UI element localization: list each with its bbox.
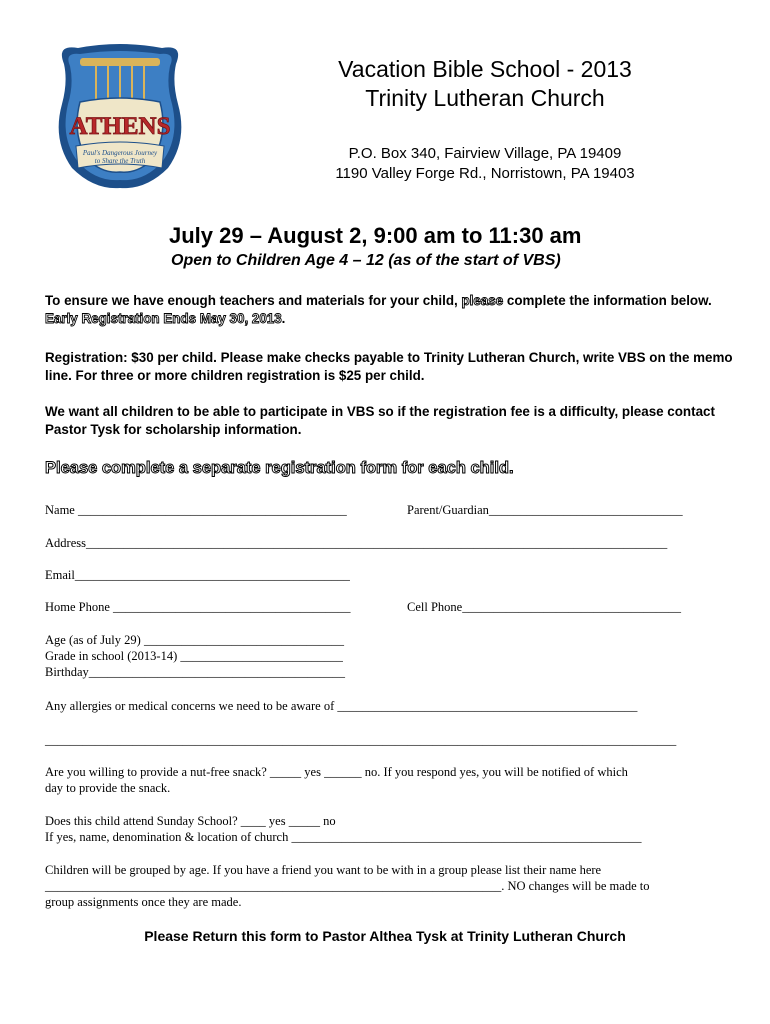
friend-grouping-text: Children will be grouped by age. If you have a friend you want to be with in a group please list their name here — [45, 863, 602, 877]
early-registration-deadline: Early Registration Ends May 30, 2013 — [45, 311, 282, 326]
address-line-2: 1190 Valley Forge Rd., Norristown, PA 19403 — [335, 165, 635, 182]
nut-free-question[interactable]: Are you willing to provide a nut-free snack? _____ yes ______ no. If you respond yes, you will be notified of which — [45, 765, 628, 779]
cell-phone-field[interactable]: Cell Phone___________________________________ — [407, 600, 681, 614]
event-dates: July 29 – August 2, 9:00 am to 11:30 am — [169, 223, 582, 248]
name-field[interactable]: Name ___________________________________________ — [45, 503, 347, 517]
address-field[interactable]: Address_____________________________________________________________________________________________ — [45, 536, 668, 550]
parent-guardian-field[interactable]: Parent/Guardian_______________________________ — [407, 503, 683, 517]
allergies-continuation-line[interactable]: _____________________________________________________________________________________________________ — [45, 733, 677, 747]
logo-wordmark: ATHENS — [69, 113, 171, 140]
age-field[interactable]: Age (as of July 29) ________________________________ — [45, 633, 344, 647]
athens-lyre-logo — [50, 42, 190, 190]
allergies-field[interactable]: Any allergies or medical concerns we need to be aware of ________________________________________________ — [45, 699, 638, 713]
address-line-1: P.O. Box 340, Fairview Village, PA 19409 — [348, 145, 622, 162]
friend-name-field[interactable]: _________________________________________________________________________. NO changes will be made to — [45, 879, 650, 893]
sunday-school-question[interactable]: Does this child attend Sunday School? ____ yes _____ no — [45, 814, 336, 828]
scholarship-paragraph: We want all children to be able to participate in VBS so if the registration fee is a difficulty, please contact Pastor Tysk for scholarship information. — [45, 404, 715, 437]
registration-fee-paragraph: Registration: $30 per child. Please make checks payable to Trinity Lutheran Church, write VBS on the memo line. For three or more children registration is $25 per child. — [45, 350, 733, 383]
email-field[interactable]: Email____________________________________________ — [45, 568, 350, 582]
separate-form-heading: Please complete a separate registration form for each child. — [45, 459, 514, 477]
return-instructions: Please Return this form to Pastor Althea Tysk at Trinity Lutheran Church — [144, 928, 626, 944]
title-line-1: Vacation Bible School - 2013 — [338, 56, 632, 82]
logo-tagline-2: to Share the Truth — [94, 157, 146, 165]
home-phone-field[interactable]: Home Phone ______________________________________ — [45, 600, 351, 614]
nut-free-note: day to provide the snack. — [45, 781, 171, 795]
logo-tagline-1: Paul's Dangerous Journey — [82, 149, 158, 157]
grade-field[interactable]: Grade in school (2013-14) __________________________ — [45, 649, 343, 663]
title-line-2: Trinity Lutheran Church — [365, 85, 605, 111]
please-emphasis: please — [461, 293, 504, 308]
birthday-field[interactable]: Birthday_________________________________________ — [45, 665, 345, 679]
event-ages: Open to Children Age 4 – 12 (as of the start of VBS) — [171, 252, 561, 269]
grouping-note: group assignments once they are made. — [45, 895, 242, 909]
teachers-paragraph: To ensure we have enough teachers and materials for your child, please complete the information below. Early Registration Ends May 30, 2013. — [45, 293, 712, 326]
church-location-field[interactable]: If yes, name, denomination & location of church ________________________________________________________ — [45, 830, 642, 844]
